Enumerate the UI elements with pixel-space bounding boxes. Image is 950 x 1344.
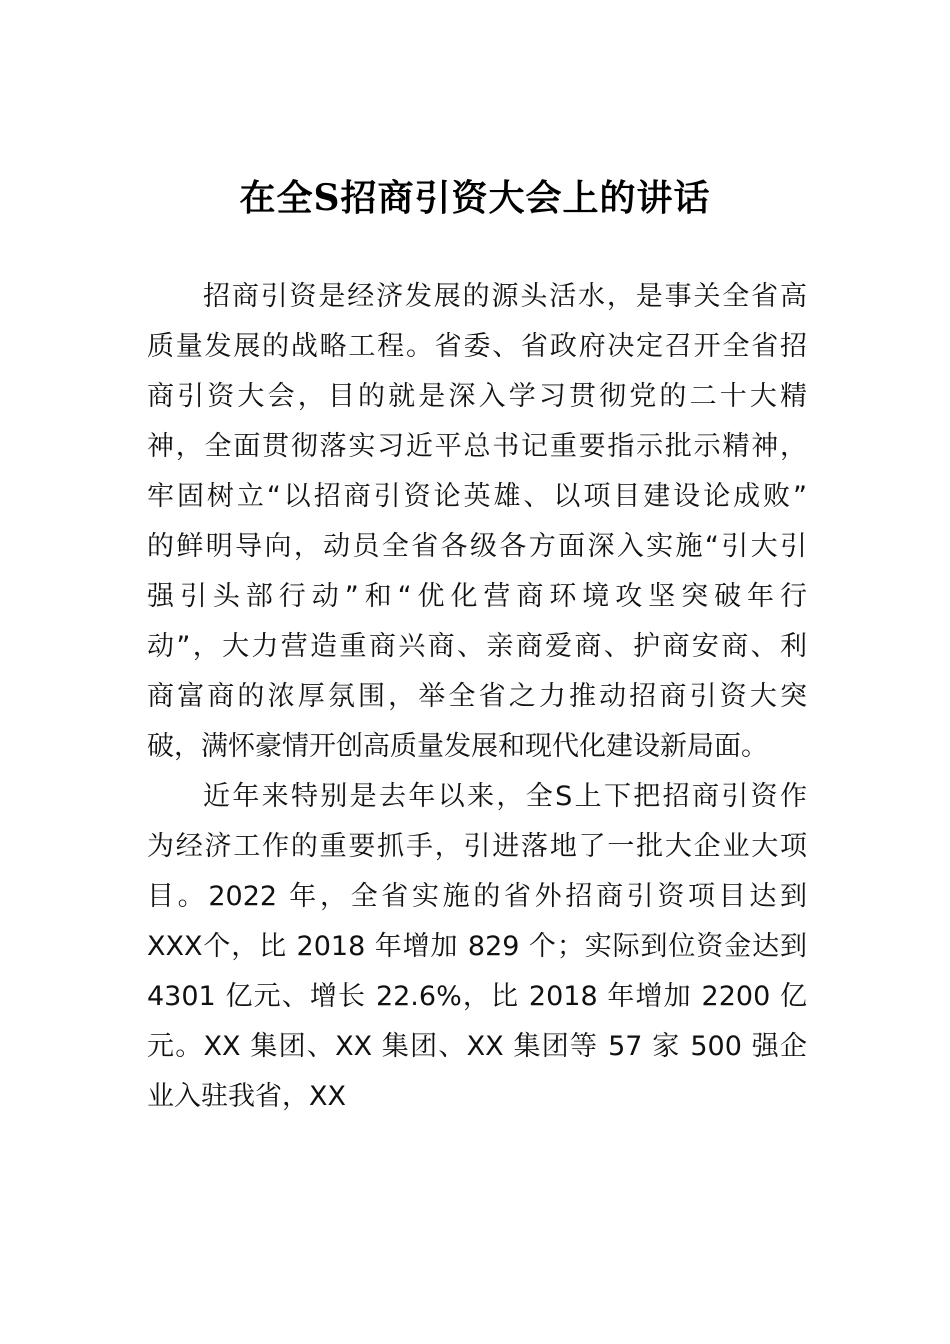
document-title: 在全S招商引资大会上的讲话 (239, 177, 711, 219)
text-line: 近年来特别是去年以来，全S上下把招商引资作 (203, 781, 807, 812)
document-body (147, 272, 807, 1122)
text-line: 破，满怀豪情开创高质量发展和现代化建设新局面。 (147, 731, 768, 762)
text-line: 业入驻我省，XX (147, 1081, 346, 1112)
text-line: 神，全面贯彻落实习近平总书记重要指示批示精神， (147, 431, 807, 462)
text-line: 动”，大力营造重商兴商、亲商爱商、护商安商、利 (147, 631, 807, 662)
text-line: 的鲜明导向，动员全省各级各方面深入实施“引大引 (147, 531, 807, 562)
text-line: 元。XX 集团、XX 集团、XX 集团等 57 家 500 强企 (147, 1031, 807, 1062)
paragraph-1 (147, 272, 807, 772)
text-line: 牢固树立“以招商引资论英雄、以项目建设论成败” (147, 481, 807, 512)
text-line: 为经济工作的重要抓手，引进落地了一批大企业大项 (147, 831, 807, 862)
text-line: 强引头部行动”和“优化营商环境攻坚突破年行 (147, 581, 807, 612)
text-line: 商引资大会，目的就是深入学习贯彻党的二十大精 (147, 381, 807, 412)
text-line: 商富商的浓厚氛围，举全省之力推动招商引资大突 (147, 681, 807, 712)
text-line: 招商引资是经济发展的源头活水，是事关全省高 (203, 281, 807, 312)
text-line: 4301 亿元、增长 22.6%，比 2018 年增加 2200 亿 (147, 981, 807, 1012)
paragraph-2 (147, 772, 807, 1122)
text-line: 目。2022 年，全省实施的省外招商引资项目达到 (147, 881, 807, 912)
text-line: XXX个，比 2018 年增加 829 个；实际到位资金达到 (147, 931, 807, 962)
text-line: 质量发展的战略工程。省委、省政府决定召开全省招 (147, 331, 807, 362)
